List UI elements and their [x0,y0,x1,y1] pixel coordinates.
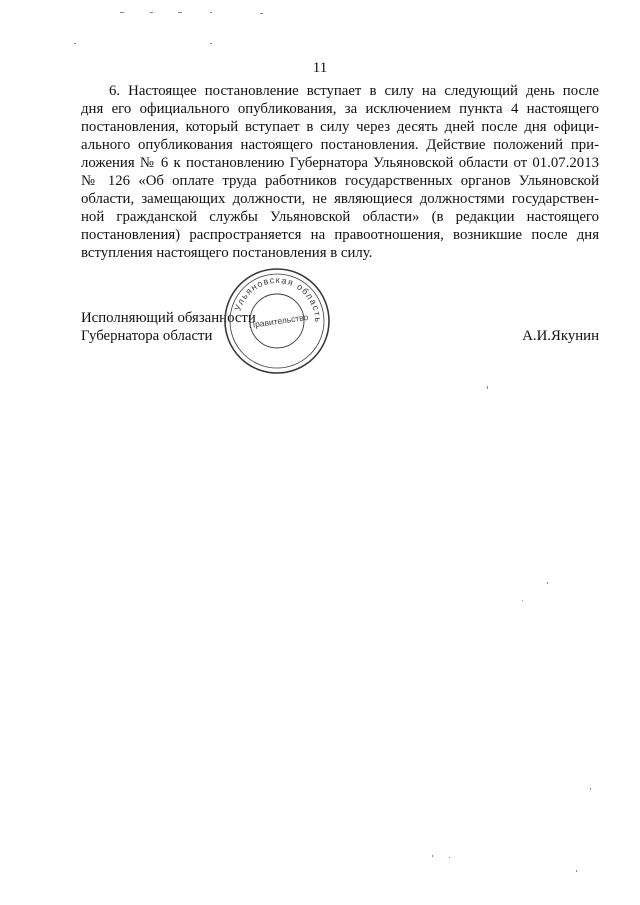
paragraph-line: ной гражданской службы Ульяновской области» (в редакции настоящего [81,209,599,225]
signer-title-line-1: Исполняющий обязанности [81,310,256,326]
main-paragraph [81,82,599,262]
paragraph-line: дня его официального опубликования, за исключением пункта 4 настоящего [81,101,599,117]
paragraph-line: 6. Настоящее постановление вступает в силу на следующий день после [109,83,599,99]
paragraph-line: вступления настоящего постановления в силу. [81,245,373,261]
seal-center-text: Правительство [248,311,309,331]
paragraph-line: ального опубликования настоящего постановления. Действие положений при- [81,137,599,153]
signer-title-line-2: Губернатора области [81,328,213,344]
paragraph-line: области, замещающих должности, не являющиеся должностями государствен- [81,191,599,207]
official-seal [222,266,332,376]
signature-block [81,309,599,345]
signer-name: А.И.Якунин [522,328,599,344]
page-number: 11 [312,60,328,76]
paragraph-line: № 126 «Об оплате труда работников государственных органов Ульяновской [81,173,599,189]
paragraph-line: постановления, который вступает в силу через десять дней после дня офици- [81,119,599,135]
paragraph-line: постановления) распространяется на правоотношения, возникшие после дня [81,227,599,243]
paragraph-line: ложения № 6 к постановлению Губернатора Ульяновской области от 01.07.2013 [81,155,599,171]
seal-ring-text: Ульяновская область [232,274,324,324]
